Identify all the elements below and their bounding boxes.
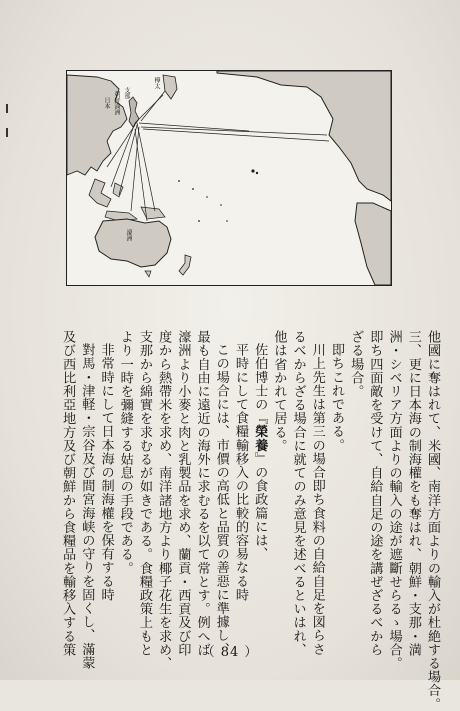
map-label-china: 支那 <box>123 87 130 99</box>
map-label-sakhalin: 樺太 <box>153 77 160 89</box>
new-zealand <box>179 255 191 275</box>
pacific-islands <box>178 180 228 222</box>
page-number: （ 84 ） <box>201 645 259 660</box>
text-line: 他は省かれて居る。 <box>271 330 287 453</box>
text-line: 度から熱帶米を求め、南洋諸地方より椰子花生を求め、 <box>156 330 172 670</box>
text-line: 即ちこれである。 <box>328 343 344 452</box>
australia-continent <box>95 219 171 267</box>
map-label-japan: 日本 <box>103 97 110 109</box>
text-line: 最も自由に遠近の海外に求むるを以て常とす。例へば <box>194 330 210 657</box>
text-line: 及び西比利亞地方及び朝鮮から食糧品を輸移入する策 <box>60 330 76 657</box>
text-line: 非常時にして日本海の制海權を保有する時 <box>98 343 114 602</box>
text-line: 支那から綿實を求むるが如きである。食糧政策上もと <box>136 330 152 657</box>
asia-coastline <box>67 75 127 175</box>
emphasized-term: 榮養 <box>252 424 268 452</box>
text-line: 對馬・津軽・宗谷及び間宮海峡の守りを固くし、滿蒙 <box>79 343 95 670</box>
shipping-routes <box>107 91 329 221</box>
text-line: 洲・シベリア方面よりの輸入の途が遮斷せらるゝ場合。 <box>386 330 402 670</box>
text-line: 即ち四面敵を受けて、自給自足の途を講ぜざるべから <box>367 330 383 657</box>
margin-mark <box>6 104 8 113</box>
text-line: 平時にして食糧輸移入の比較的容易なる時 <box>232 343 248 602</box>
text-line: より一時を彌縫する姑息の手段である。 <box>117 330 133 575</box>
map-label-korea-manchuria: 朝鮮満洲 <box>113 91 120 115</box>
text-line-emphasis: 佐伯博士の『榮養』の食政篇には、 <box>252 343 268 561</box>
pacific-map-figure <box>66 70 392 286</box>
text-line: 他國に奪はれて、米國、南洋方面よりの輸入が杜絶する場合。 <box>425 330 440 711</box>
text-line: るべからざる場合に就てのみ意見を述べるといはれ、 <box>290 330 306 657</box>
margin-mark <box>6 128 8 137</box>
text-line: ざる場合。 <box>348 330 364 398</box>
japan-islands <box>129 97 139 127</box>
map-label-australia: 濠洲 <box>125 229 132 241</box>
text-line: 川上先生は第三の場合即ち食料の自給自足を図らさ <box>309 343 325 656</box>
kamchatka <box>163 75 177 99</box>
north-america-coastline <box>217 71 391 201</box>
text-line: この場合には、市價の高低と品質の善惡に準據し、 <box>213 343 229 656</box>
text-line: 三、更に日本海の制海權をも奪はれ、朝鮮・支那・満 <box>405 330 421 657</box>
south-america-coastline <box>355 203 391 285</box>
text-line: 濠洲より小麥と肉と乳製品を求め、蘭貢・西貢及び印 <box>175 330 191 657</box>
hawaii <box>251 169 254 172</box>
southeast-asia-islands <box>89 179 111 207</box>
